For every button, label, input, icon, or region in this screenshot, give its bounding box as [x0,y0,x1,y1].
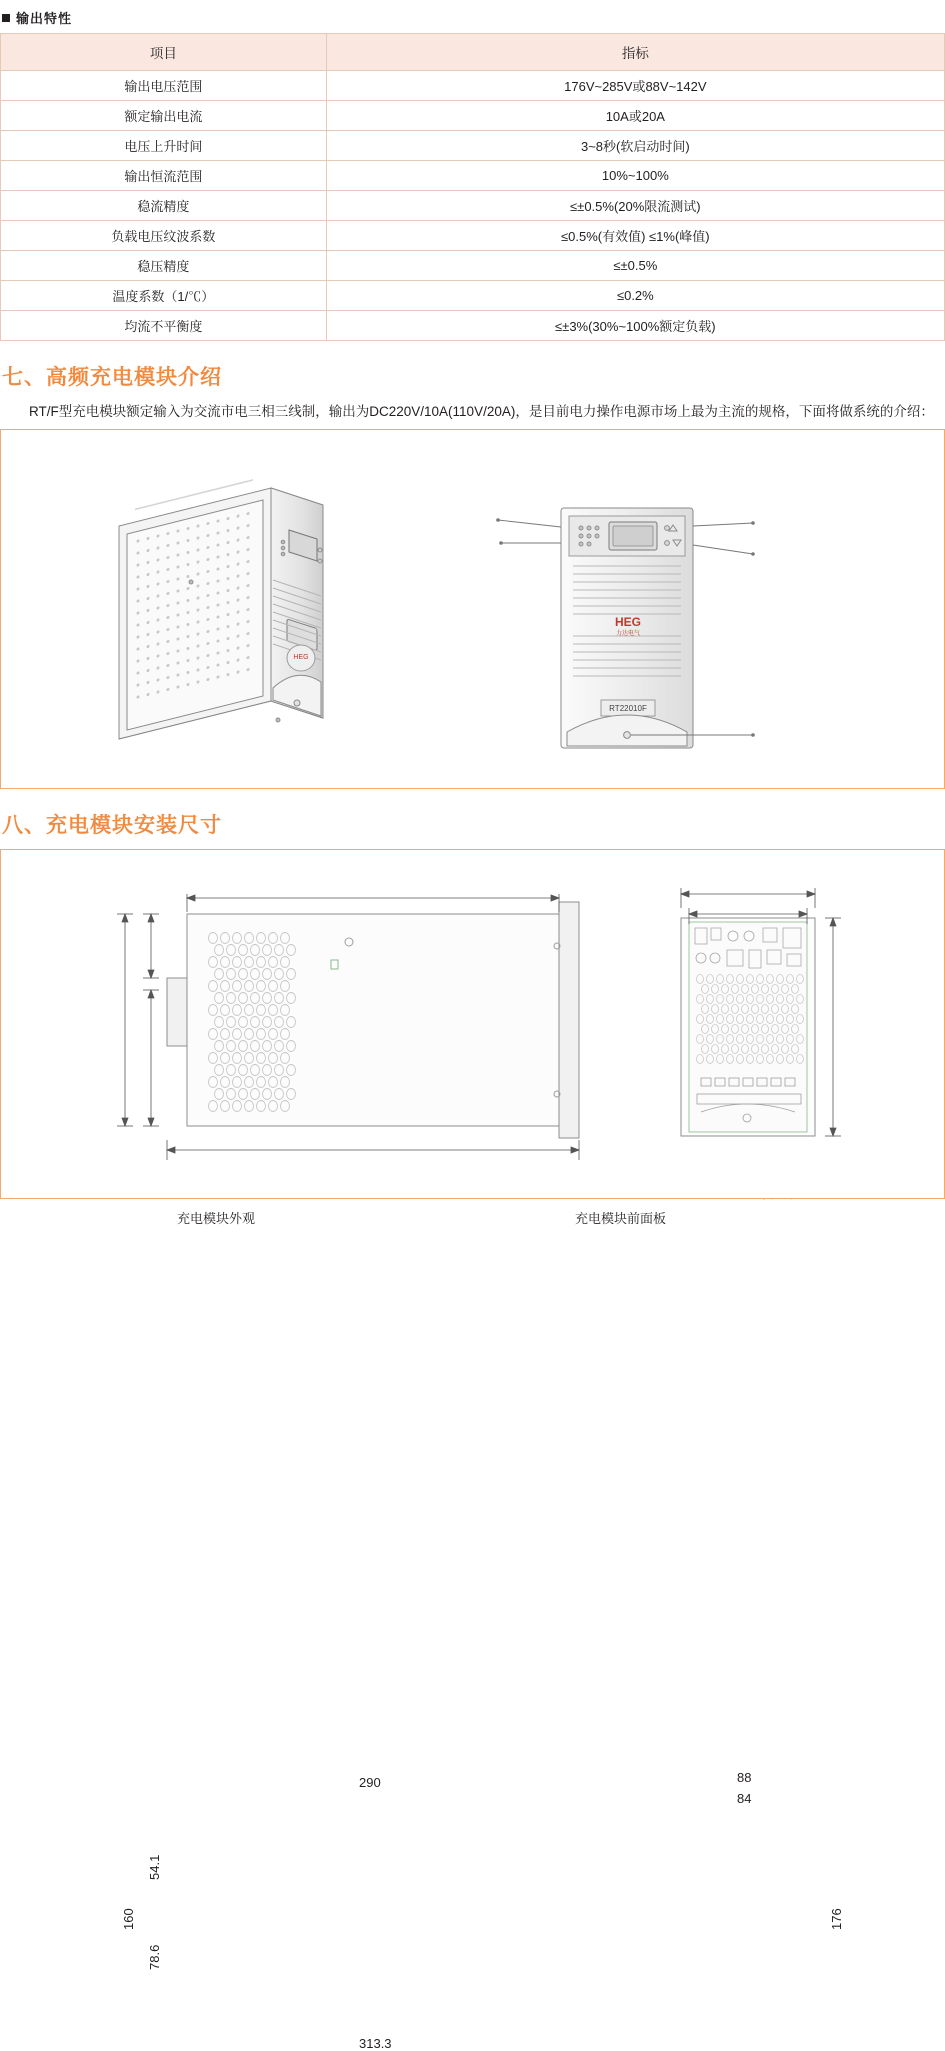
table-row [1,71,945,101]
table-row [1,251,945,281]
table-cell-value: 10A或20A [326,101,944,131]
table-header-value: 指标 [326,34,944,71]
dimension-side-height: 176 [829,1908,844,1930]
table-cell-item: 温度系数（1/℃） [1,281,327,311]
table-cell-item: 均流不平衡度 [1,311,327,341]
figure-caption-right: 充电模块前面板 [575,1211,667,1226]
table-cell-value: 176V~285V或88V~142V [326,71,944,101]
dimension-front-width-bottom: 313.3 [359,2036,392,2051]
table-row [1,191,945,221]
dimension-drawing [1,850,944,1198]
dimension-front-segment-lower: 78.6 [147,1944,162,1970]
table-cell-item: 电压上升时间 [1,131,327,161]
dimension-front-width-top: 290 [359,1775,381,1790]
table-cell-item: 额定输出电流 [1,101,327,131]
dimension-side-width-inner: 84 [737,1791,752,1806]
dimension-front-segment-upper: 54.1 [147,1854,162,1880]
table-header-item: 项目 [1,34,327,71]
table-header-row [1,34,945,71]
table-row [1,101,945,131]
table-row [1,311,945,341]
svg-text:力达电气: 力达电气 [615,631,641,637]
table-cell-item: 稳压精度 [1,251,327,281]
table-cell-value: ≤0.5%(有效值) ≤1%(峰值) [326,221,944,251]
dimension-side-width-outer: 88 [737,1770,752,1785]
section-seven-heading: 七、高频充电模块介绍 [2,366,222,389]
section-eight-heading: 八、充电模块安装尺寸 [2,814,222,837]
table-cell-value: ≤±0.5% [326,251,944,281]
table-row [1,281,945,311]
table-cell-value: ≤0.2% [326,281,944,311]
output-spec-heading-label: 输出特性 [16,11,73,26]
table-cell-value: 3~8秒(软启动时间) [326,131,944,161]
svg-text:HEG: HEG [293,654,309,661]
table-cell-item: 稳流精度 [1,191,327,221]
figure-caption-left: 充电模块外观 [177,1211,256,1226]
dimension-front-height-total: 160 [121,1908,136,1930]
table-cell-item: 输出电压范围 [1,71,327,101]
output-spec-heading [0,4,945,33]
table-cell-value: 10%~100% [326,161,944,191]
table-cell-item: 负载电压纹波系数 [1,221,327,251]
output-spec-table [0,33,945,341]
table-cell-item: 输出恒流范围 [1,161,327,191]
table-row [1,131,945,161]
bullet-square-icon [2,14,10,22]
charging-module-drawing [1,430,944,788]
svg-text:HEG: HEG [614,615,642,629]
svg-text:RT22010F: RT22010F [609,704,647,713]
table-cell-value: ≤±3%(30%~100%额定负载) [326,311,944,341]
table-row [1,161,945,191]
section-seven-paragraph: RT/F型充电模块额定输入为交流市电三相三线制，输出为DC220V/10A(110V/20A)，是目前电力操作电源市场上最为主流的规格，下面将做系统的介绍： [29,404,934,419]
table-row [1,221,945,251]
table-cell-value: ≤±0.5%(20%限流测试) [326,191,944,221]
